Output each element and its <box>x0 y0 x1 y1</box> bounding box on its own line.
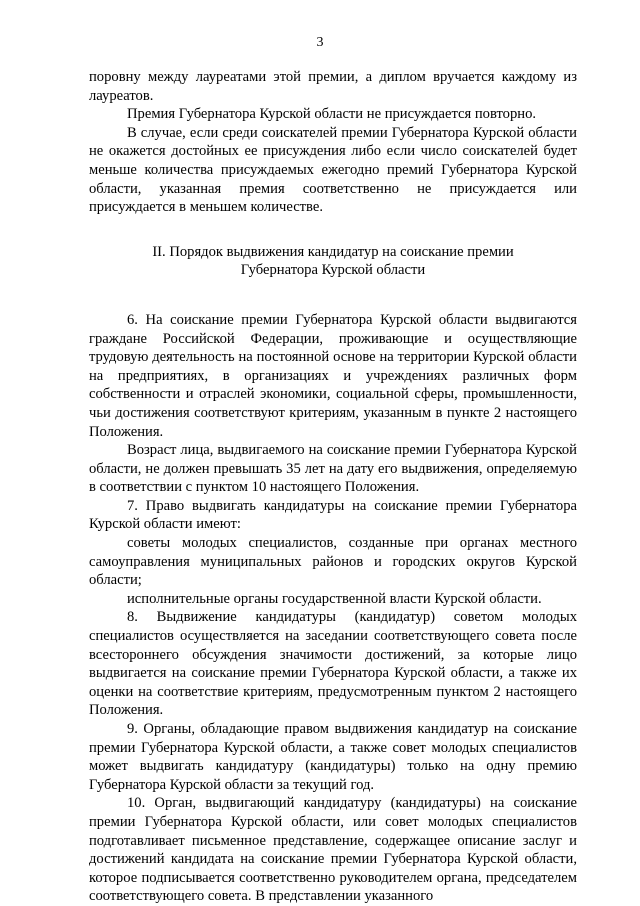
paragraph-councils: советы молодых специалистов, созданные при органах местного самоуправления муниципальных районов и городских округов Курской области; <box>89 535 577 589</box>
paragraph-item-10: 10. Орган, выдвигающий кандидатуру (кандидатуры) на соискание премии Губернатора Курской области, или совет молодых специалистов подготавливает письменное представление, содержащее описание заслуг и достижений кандидата на соискание премии Губернатора Курской области, которое подписывается соответственно руководителем органа, председателем соответствующего совета. В представлении указанного <box>89 795 577 905</box>
section-heading <box>89 243 577 280</box>
paragraph-item-8: 8. Выдвижение кандидатуры (кандидатур) советом молодых специалистов осуществляется на заседании соответствующего совета после всестороннего обсуждения значимости достижений, за которые лицо выдвигается на соискание премии Губернатора Курской области, а также их оценки на соответствие критериям, предусмотренным пунктом 2 настоящего Положения. <box>89 609 577 719</box>
paragraph-item-9: 9. Органы, обладающие правом выдвижения кандидатур на соискание премии Губернатора Курской области, а также совет молодых специалистов может выдвигать кандидатуру (кандидатуры) только на одну премию Губернатора Курской области за текущий год. <box>89 721 577 793</box>
document-body <box>89 68 577 906</box>
paragraph-insufficient-candidates: В случае, если среди соискателей премии Губернатора Курской области не окажется достойных ее присуждения либо если число соискателей будет меньше количества присуждаемых ежегодно премий Губернатора Курской области, указанная премия соответственно не присуждается или присуждается в меньшем количестве. <box>89 124 577 216</box>
paragraph-continuation: поровну между лауреатами этой премии, а диплом вручается каждому из лауреатов. <box>89 69 577 104</box>
section-heading-line-1: II. Порядок выдвижения кандидатур на соискание премии <box>152 243 514 260</box>
paragraph-item-7: 7. Право выдвигать кандидатуры на соискание премии Губернатора Курской области имеют: <box>89 497 577 533</box>
paragraph-item-6: 6. На соискание премии Губернатора Курской области выдвигаются граждане Российской Федерации, проживающие и осуществляющие трудовую деятельность на постоянной основе на территории Курской области на предприятиях, в организациях и учреждениях различных форм собственности и отраслей экономики, социальной сферы, промышленности, чьи достижения соответствуют критериям, указанным в пункте 2 настоящего Положения. <box>89 311 577 440</box>
section-heading-line-2: Губернатора Курской области <box>240 262 426 279</box>
paragraph-age-limit: Возраст лица, выдвигаемого на соискание премии Губернатора Курской области, не должен превышать 35 лет на дату его выдвижения, определяемую в соответствии с пунктом 10 настоящего Положения. <box>89 442 577 496</box>
paragraph-executive-bodies: исполнительные органы государственной власти Курской области. <box>127 590 542 607</box>
page-number: 3 <box>316 35 324 50</box>
paragraph-no-repeat: Премия Губернатора Курской области не присуждается повторно. <box>127 106 537 123</box>
